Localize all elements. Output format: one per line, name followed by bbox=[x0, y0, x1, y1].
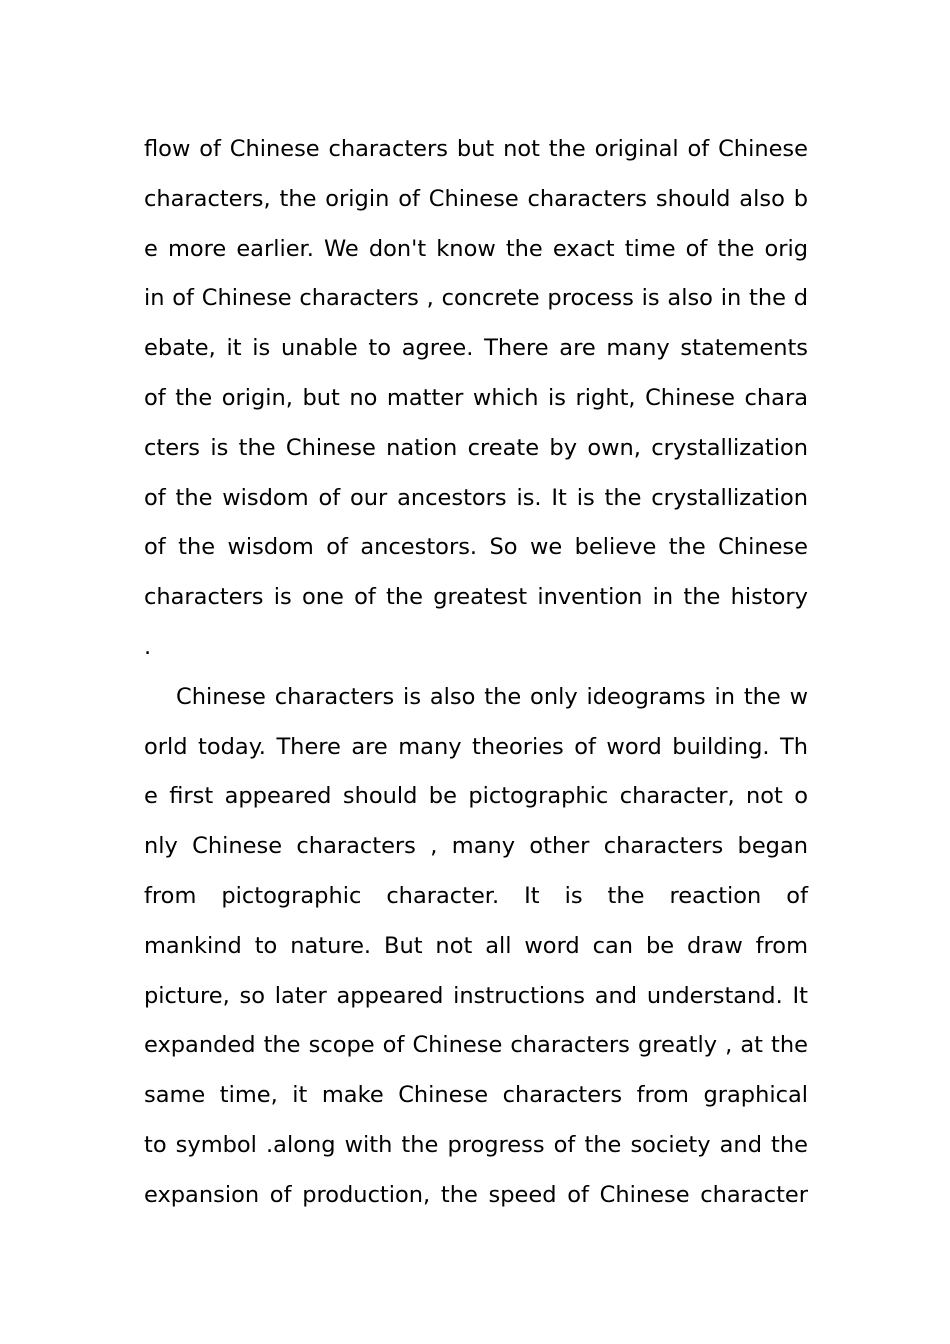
text-line: picture, so later appeared instructions and understand. It bbox=[144, 982, 808, 1009]
text-line: to symbol .along with the progress of the society and the bbox=[144, 1131, 808, 1158]
text-line: . bbox=[144, 633, 152, 660]
text-line: of the wisdom of ancestors. So we believe the Chinese bbox=[144, 534, 808, 561]
text-line: Chinese characters is also the only ideograms in the w bbox=[176, 683, 808, 710]
paragraph-2 bbox=[144, 673, 808, 1221]
text-line: characters is one of the greatest invention in the history bbox=[144, 584, 808, 611]
text-line: of the origin, but no matter which is right, Chinese chara bbox=[144, 384, 808, 411]
text-line: e more earlier. We don't know the exact time of the orig bbox=[144, 235, 808, 262]
body-text bbox=[144, 125, 808, 1221]
text-line: expanded the scope of Chinese characters greatly , at the bbox=[144, 1032, 808, 1059]
text-line: e first appeared should be pictographic character, not o bbox=[144, 783, 808, 810]
text-line: same time, it make Chinese characters from graphical bbox=[144, 1082, 808, 1109]
text-line: ebate, it is unable to agree. There are many statements bbox=[144, 335, 808, 362]
text-line: flow of Chinese characters but not the original of Chinese bbox=[144, 136, 808, 162]
text-line: characters, the origin of Chinese characters should also b bbox=[144, 185, 808, 212]
text-line: expansion of production, the speed of Chinese character bbox=[144, 1181, 808, 1208]
text-line: nly Chinese characters , many other characters began bbox=[144, 833, 808, 860]
text-line: mankind to nature. But not all word can be draw from bbox=[144, 932, 808, 959]
text-line: in of Chinese characters , concrete process is also in the d bbox=[144, 285, 808, 312]
text-line: cters is the Chinese nation create by own, crystallization bbox=[144, 434, 808, 461]
paragraph-1 bbox=[144, 125, 808, 673]
text-line: orld today. There are many theories of word building. Th bbox=[144, 733, 808, 760]
text-line: of the wisdom of our ancestors is. It is the crystallization bbox=[144, 484, 808, 511]
text-line: from pictographic character. It is the reaction of bbox=[144, 882, 808, 909]
